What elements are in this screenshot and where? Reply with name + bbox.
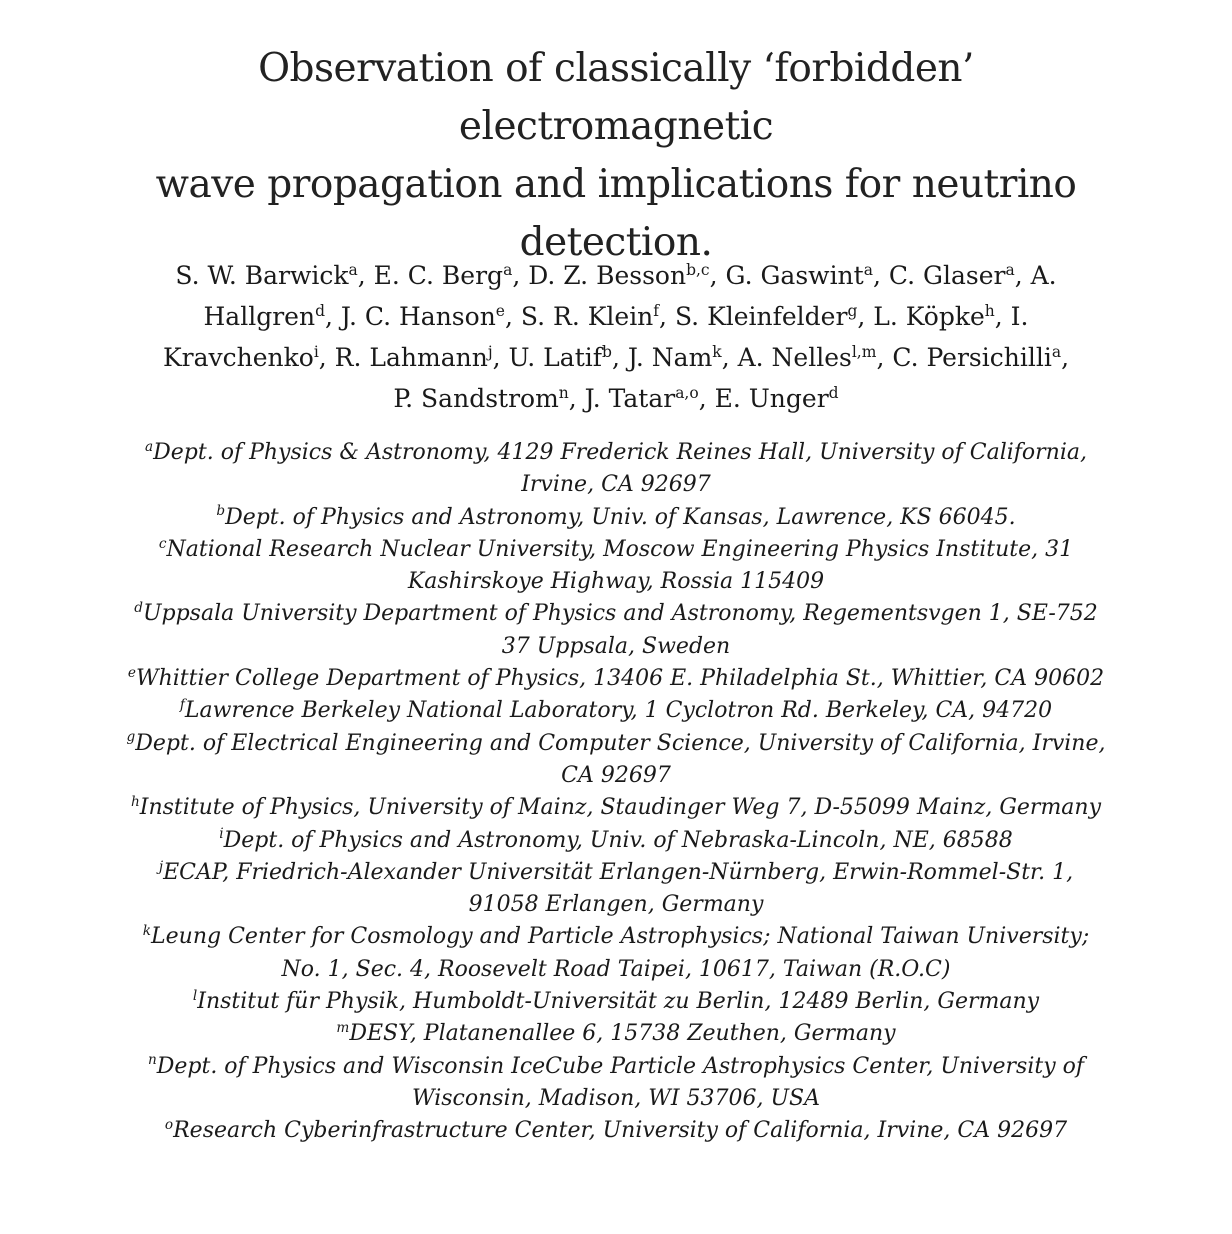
text-run: S. W. Barwick: [175, 261, 349, 290]
superscript-marker: m: [336, 1020, 350, 1037]
text-run: Irvine, CA 92697: [521, 472, 711, 498]
text-run: No. 1, Sec. 4, Roosevelt Road Taipei, 10617, Taiwan (R.O.C): [281, 956, 951, 982]
superscript-marker: d: [828, 383, 839, 402]
text-run: , R. Lahmann: [318, 343, 488, 372]
author-line: [70, 337, 1162, 378]
superscript-marker: f: [653, 301, 660, 320]
text-run: , E. C. Berg: [357, 261, 504, 290]
paper-title: [100, 40, 1132, 272]
superscript-marker: b: [602, 342, 612, 361]
author-line: [70, 296, 1162, 337]
superscript-marker: d: [315, 301, 325, 320]
superscript-marker: o: [164, 1116, 174, 1133]
text-run: , A.: [1014, 261, 1057, 290]
superscript-marker: f: [179, 697, 185, 714]
superscript-marker: a,o: [675, 383, 699, 402]
superscript-marker: g: [847, 301, 858, 320]
text-run: , D. Z. Besson: [512, 261, 687, 290]
affiliation-line: [60, 502, 1172, 534]
affiliation-line: [60, 986, 1172, 1018]
superscript-marker: j: [158, 858, 164, 875]
affiliation-line: [60, 1115, 1172, 1147]
affiliation-list: [60, 437, 1172, 1148]
affiliation-line: [60, 792, 1172, 824]
text-run: Lawrence Berkeley National Laboratory, 1 Cyclotron Rd. Berkeley, CA, 94720: [184, 698, 1053, 724]
superscript-marker: l,m: [851, 342, 877, 361]
text-run: , G. Gaswint: [709, 261, 864, 290]
text-run: Uppsala University Department of Physics and Astronomy, Regementsvgen 1, SE-752: [142, 601, 1098, 627]
superscript-marker: a: [863, 260, 873, 279]
text-run: Dept. of Physics & Astronomy, 4129 Frederick Reines Hall, University of California,: [153, 440, 1087, 465]
text-run: Research Cyberinfrastructure Center, University of California, Irvine, CA 92697: [173, 1118, 1068, 1144]
text-run: Wisconsin, Madison, WI 53706, USA: [412, 1085, 820, 1111]
text-run: Hallgren: [203, 302, 316, 331]
text-run: , U. Latif: [492, 343, 602, 372]
author-line: [70, 255, 1162, 296]
text-run: Dept. of Electrical Engineering and Computer Science, University of California, Irvine,: [135, 730, 1106, 756]
text-run: Institute of Physics, University of Mainz, Staudinger Weg 7, D-55099 Mainz, Germany: [139, 795, 1102, 821]
affiliation-line: [60, 728, 1172, 760]
text-run: Kashirskoye Highway, Rossia 115409: [407, 569, 825, 595]
affiliation-line: [60, 437, 1172, 469]
title-line: wave propagation and implications for neutrino: [155, 162, 1077, 207]
text-run: Dept. of Physics and Astronomy, Univ. of Kansas, Lawrence, KS 66045.: [225, 504, 1016, 530]
text-run: , C. Persichilli: [876, 343, 1052, 372]
text-run: Leung Center for Cosmology and Particle Astrophysics; National Taiwan University;: [151, 924, 1090, 950]
text-run: ,: [1061, 343, 1070, 372]
text-run: Dept. of Physics and Wisconsin IceCube Particle Astrophysics Center, University of: [156, 1053, 1085, 1079]
affiliation-line: [60, 889, 1172, 921]
superscript-marker: n: [558, 383, 569, 402]
text-run: Institut für Physik, Humboldt-Universität zu Berlin, 12489 Berlin, Germany: [197, 989, 1040, 1015]
text-run: , J. Nam: [611, 343, 713, 372]
superscript-marker: g: [126, 729, 136, 746]
superscript-marker: k: [142, 923, 152, 940]
superscript-marker: c: [158, 535, 167, 552]
affiliation-line: [60, 598, 1172, 630]
text-run: , L. Köpke: [857, 302, 985, 331]
affiliation-line: [60, 566, 1172, 598]
text-run: , J. Tatar: [568, 384, 676, 413]
superscript-marker: a: [145, 438, 154, 455]
title-line: Observation of classically ‘forbidden’ electromagnetic: [258, 46, 974, 149]
text-run: , E. Unger: [698, 384, 829, 413]
affiliation-line: [60, 534, 1172, 566]
text-run: , J. C. Hanson: [325, 302, 496, 331]
affiliation-line: [60, 695, 1172, 727]
affiliation-line: [60, 469, 1172, 501]
text-run: CA 92697: [561, 762, 671, 788]
text-run: Whittier College Department of Physics, 13406 E. Philadelphia St., Whittier, CA 90602: [135, 666, 1105, 692]
superscript-marker: b: [216, 503, 226, 520]
affiliation-line: [60, 857, 1172, 889]
superscript-marker: i: [313, 342, 319, 361]
text-run: P. Sandstrom: [393, 384, 559, 413]
text-run: , S. Kleinfelder: [659, 302, 848, 331]
text-run: National Research Nuclear University, Moscow Engineering Physics Institute, 31: [166, 536, 1074, 562]
superscript-marker: h: [130, 793, 140, 810]
author-line: [70, 378, 1162, 419]
text-run: ECAP, Friedrich-Alexander Universität Erlangen-Nürnberg, Erwin-Rommel-Str. 1,: [163, 859, 1074, 885]
superscript-marker: l: [192, 987, 198, 1004]
superscript-marker: n: [147, 1052, 157, 1069]
superscript-marker: i: [219, 826, 224, 843]
affiliation-line: [60, 1018, 1172, 1050]
superscript-marker: e: [495, 301, 505, 320]
author-list: [70, 255, 1162, 419]
affiliation-line: [60, 921, 1172, 953]
affiliation-line: [60, 954, 1172, 986]
superscript-marker: a: [503, 260, 513, 279]
text-run: , A. Nelles: [721, 343, 852, 372]
superscript-marker: h: [984, 301, 995, 320]
title-line: detection.: [519, 220, 713, 265]
affiliation-line: [60, 760, 1172, 792]
text-run: 37 Uppsala, Sweden: [501, 633, 731, 659]
text-run: , I.: [994, 302, 1029, 331]
superscript-marker: j: [487, 342, 493, 361]
text-run: 91058 Erlangen, Germany: [468, 892, 764, 918]
superscript-marker: a: [1051, 342, 1062, 361]
superscript-marker: d: [134, 600, 143, 617]
affiliation-line: [60, 1083, 1172, 1115]
text-run: DESY, Platanenallee 6, 15738 Zeuthen, Germany: [349, 1021, 896, 1047]
superscript-marker: b,c: [686, 260, 710, 279]
text-run: , S. R. Klein: [504, 302, 654, 331]
superscript-marker: a: [1005, 260, 1015, 279]
affiliation-line: [60, 825, 1172, 857]
text-run: , C. Glaser: [872, 261, 1006, 290]
superscript-marker: k: [712, 342, 722, 361]
superscript-marker: a: [348, 260, 358, 279]
affiliation-line: [60, 1051, 1172, 1083]
affiliation-line: [60, 663, 1172, 695]
superscript-marker: e: [127, 664, 136, 681]
text-run: Kravchenko: [162, 343, 314, 372]
affiliation-line: [60, 631, 1172, 663]
text-run: Dept. of Physics and Astronomy, Univ. of Nebraska-Lincoln, NE, 68588: [223, 827, 1013, 853]
